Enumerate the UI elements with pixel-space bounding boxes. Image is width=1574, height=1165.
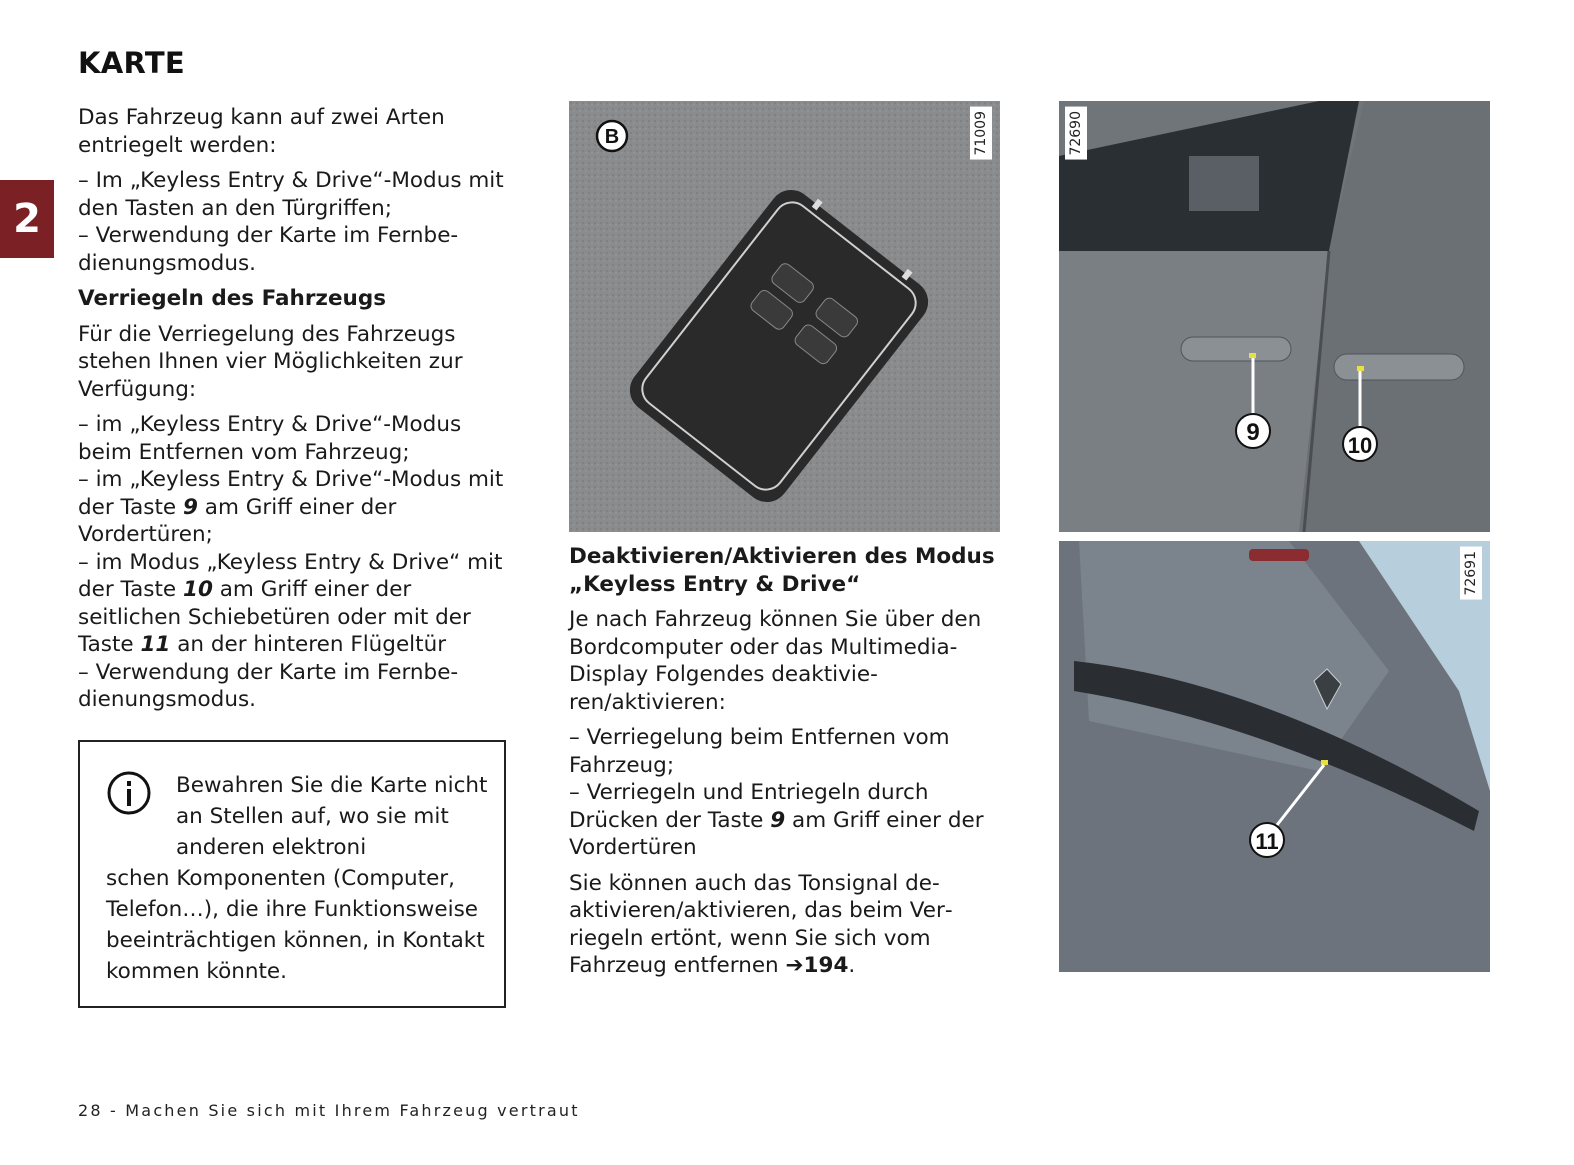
unlock-item-1: – Im „Keyless Entry & Drive“-Modus mit den Tasten an den Türgriffen; [78,168,504,221]
button-ref-9: 9 [770,807,786,833]
keyless-item-1: – Verriegelung beim Entfernen vom Fahrzeug; [569,725,950,778]
svg-text:B: B [604,126,620,148]
right-column [569,543,999,980]
lock-item-4: – Verwendung der Karte im Fernbedienungsmodus. [78,659,459,712]
button-ref-10: 10 [183,577,213,602]
button-ref-11: 11 [140,632,171,657]
page-title: KARTE [78,46,186,80]
image-ref: 71009 [970,107,992,160]
page-footer: 28 - Machen Sie sich mit Ihrem Fahrzeug vertraut [78,1101,580,1120]
card-image [569,101,1000,532]
callout-9: 9 [1246,419,1260,446]
unlock-item-2: – Verwendung der Karte im Fernbedienungsmodus. [78,223,459,276]
image-ref: 72690 [1065,107,1087,160]
rear-door-image [1059,541,1490,972]
lock-item-1: – im „Keyless Entry & Drive“-Modus beim Entfernen vom Fahrzeug; [78,412,462,465]
keyless-intro: Je nach Fahrzeug können Sie über den Bordcomputer oder das Multimedia-Display Folgendes deaktivieren/aktivieren: [569,607,982,715]
keyless-item-2: – Verriegeln und Entriegeln durch Drücken der Taste 9 am Griff einer der Vordertüren [569,780,984,860]
page-arrow-icon: ➔ [785,953,804,978]
notice-box [78,740,506,1008]
chapter-tab: 2 [0,180,54,258]
page-link[interactable]: 194 [803,953,849,978]
door-handles-image [1059,101,1490,532]
unlock-intro: Das Fahrzeug kann auf zwei Arten entriegelt werden: [78,105,445,158]
lock-item-2: – im „Keyless Entry & Drive“-Modus mit der Taste 9 am Griff einer der Vordertüren; [78,467,504,547]
callout-11: 11 [1255,829,1279,854]
callout-10: 10 [1347,433,1373,458]
lock-item-3: – im Modus „Keyless Entry & Drive“ mit der Taste 10 am Griff einer der seitlichen Schiebetüren oder mit der Taste 11 an der hinteren Flügeltür [78,549,503,657]
lock-intro: Für die Verriegelung des Fahrzeugs stehen Ihnen vier Möglichkeiten zur Verfügung: [78,321,463,402]
keyless-outro: Sie können auch das Tonsignal deaktivieren/aktivieren, das beim Verriegeln ertönt, wenn Sie sich vom Fahrzeug entfernen ➔194. [569,870,953,978]
label-b-badge [595,119,629,153]
lock-heading: Verriegeln des Fahrzeugs [78,286,387,311]
notice-text: Bewahren Sie die Karte nicht an Stellen auf, wo sie mit anderen elektroni schen Komponenten (Computer, Telefon…), die ihre Funktionsweise beeinträchtigen können, in Kontakt kommen könnte. [106,773,488,984]
image-ref: 72691 [1460,547,1482,600]
left-column [78,104,518,714]
keyless-heading: Deaktivieren/Aktivieren des Modus „Keyless Entry & Drive“ [569,544,995,597]
button-ref-9: 9 [183,494,198,520]
